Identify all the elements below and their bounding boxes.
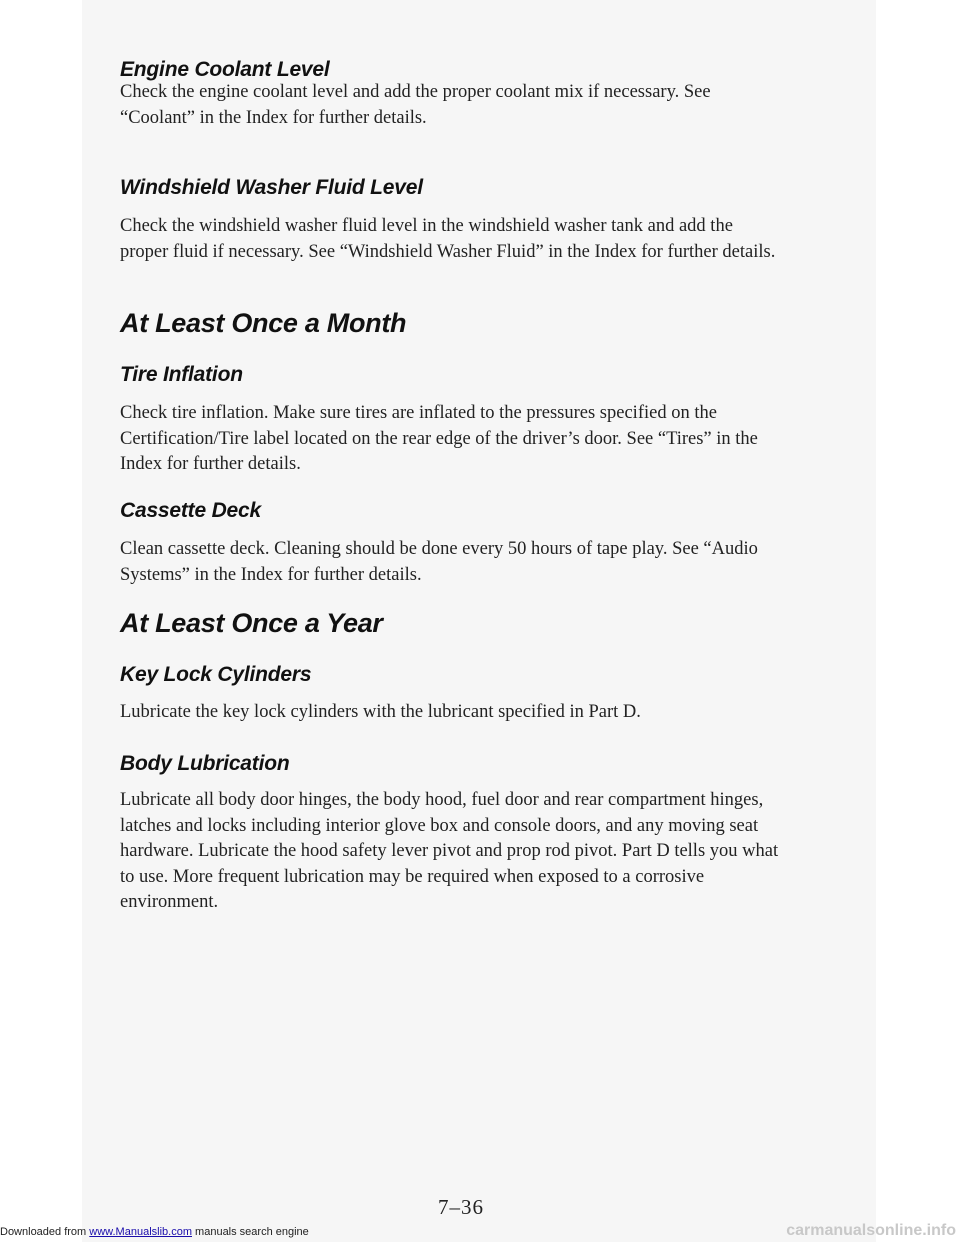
tire-inflation-text: Check tire inflation. Make sure tires are inflated to the pressures specified on the Certification/Tire label located on the rear edge of the driver’s door. See “Tires” in the Index for further details. <box>120 403 758 474</box>
month-section-heading: At Least Once a Month <box>120 308 407 338</box>
body-lubrication-heading: Body Lubrication <box>120 752 290 775</box>
washer-fluid-text: Check the windshield washer fluid level in the windshield washer tank and add the proper fluid if necessary. See “Windshield Washer Fluid” in the Index for further details. <box>120 216 776 262</box>
cassette-deck-text: Clean cassette deck. Cleaning should be done every 50 hours of tape play. See “Audio Systems” in the Index for further details. <box>120 539 758 585</box>
tire-inflation-heading: Tire Inflation <box>120 363 243 386</box>
watermark: carmanualsonline.info <box>786 1222 956 1239</box>
engine-coolant-text: Check the engine coolant level and add the proper coolant mix if necessary. See “Coolant” in the Index for further details. <box>120 82 711 128</box>
manualslib-link[interactable]: www.Manualslib.com <box>89 1226 192 1238</box>
download-footer <box>0 1226 309 1238</box>
body-lubrication-text: Lubricate all body door hinges, the body hood, fuel door and rear compartment hinges, latches and locks including interior glove box and console doors, and any moving seat hardware. Lubricate the hood safety lever pivot and prop rod pivot. Part D tells you what to use. More frequent lubrication may be required when exposed to a corrosive environment. <box>120 790 779 912</box>
engine-coolant-heading: Engine Coolant Level <box>120 58 330 81</box>
key-lock-text: Lubricate the key lock cylinders with the lubricant specified in Part D. <box>120 702 641 722</box>
washer-fluid-heading: Windshield Washer Fluid Level <box>120 176 423 199</box>
cassette-deck-heading: Cassette Deck <box>120 499 261 522</box>
footer-suffix: manuals search engine <box>195 1226 309 1238</box>
year-section-heading: At Least Once a Year <box>120 608 383 638</box>
key-lock-heading: Key Lock Cylinders <box>120 663 312 686</box>
footer-prefix: Downloaded from <box>0 1226 87 1238</box>
page-number: 7–36 <box>438 1195 484 1219</box>
